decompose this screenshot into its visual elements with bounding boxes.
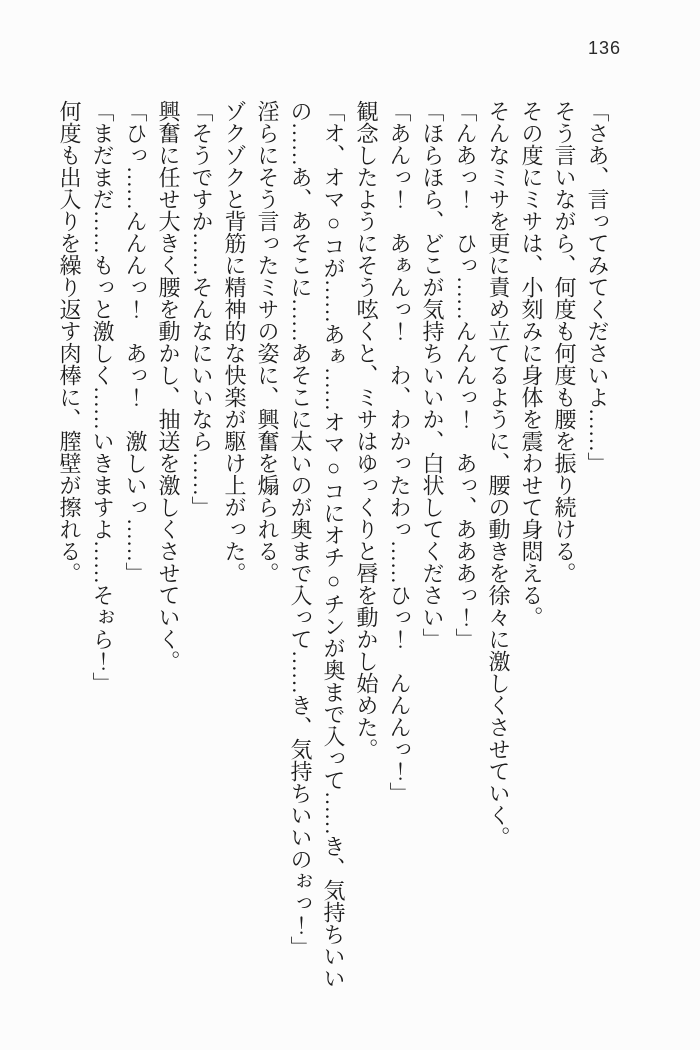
- text-column: の……あ、あそこに……あそこに太いのが奥まで入って……き、気持ちいいのぉっ！」: [288, 100, 313, 958]
- vertical-text-block: [53, 100, 614, 988]
- text-column: 何度も出入りを繰り返す肉棒に、膣壁が擦れる。: [57, 100, 82, 584]
- text-column: 「ひっ……んんんっ！ あっ！ 激しいっ……」: [123, 100, 148, 584]
- text-column: 「さあ、言ってみてくださいよ……」: [585, 100, 610, 474]
- text-column: 興奮に任せ大きく腰を動かし、抽送を激しくさせていく。: [156, 100, 181, 672]
- text-column: 「そうですか……そんなにいいなら……」: [189, 100, 214, 518]
- text-column: 「あんっ！ あぁんっ！ わ、わかったわっ……ひっ！ んんんっ！」: [387, 100, 412, 804]
- text-column: そう言いながら、何度も何度も腰を振り続ける。: [552, 100, 577, 584]
- text-column: 「まだまだ……もっと激しく……いきますよ……そぉら！」: [90, 100, 115, 694]
- text-column: 観念したようにそう呟くと、ミサはゆっくりと唇を動かし始めた。: [354, 100, 379, 760]
- text-column: 「オ、オマ○コが……あぁ……オマ○コにオチ○チンが奥まで入って……き、気持ちいい: [321, 100, 346, 989]
- text-column: その度にミサは、小刻みに身体を震わせて身悶える。: [519, 100, 544, 628]
- text-column: 「ほらほら、どこが気持ちいいか、白状してください」: [420, 100, 445, 650]
- text-column: 「んあっ！ ひっ……んんんっ！ あっ、あああっ！」: [453, 100, 478, 650]
- page-number: 136: [588, 38, 622, 58]
- text-column: そんなミサを更に責め立てるように、腰の動きを徐々に激しくさせていく。: [486, 100, 511, 848]
- text-column: ゾクゾクと背筋に精神的な快楽が駆け上がった。: [222, 100, 247, 584]
- text-column: 淫らにそう言ったミサの姿に、興奮を煽られる。: [255, 100, 280, 584]
